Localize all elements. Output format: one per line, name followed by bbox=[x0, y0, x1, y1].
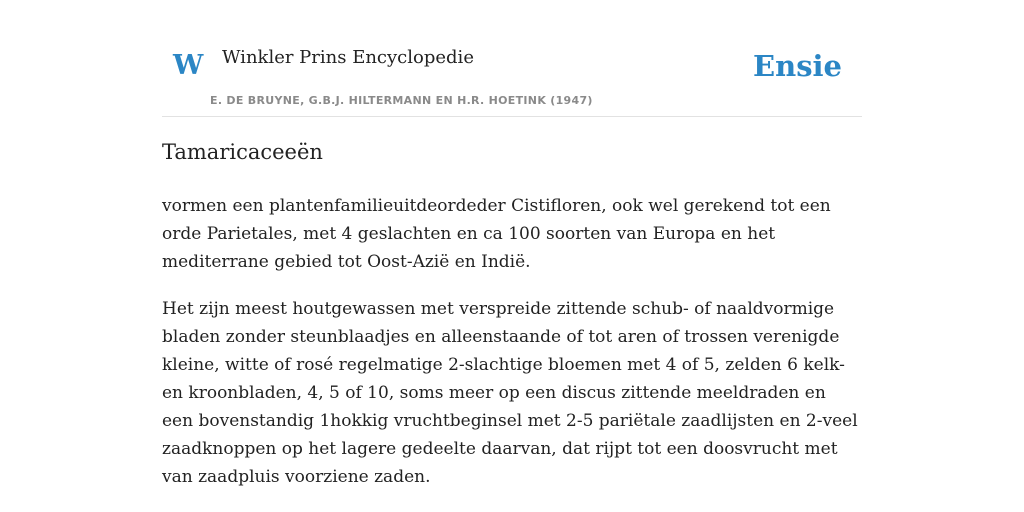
source-title[interactable]: Winkler Prins Encyclopedie bbox=[222, 47, 474, 68]
entry-title: Tamaricaceeën bbox=[162, 140, 323, 164]
winkler-prins-logo-icon[interactable]: W bbox=[173, 50, 204, 81]
source-authors: E. DE BRUYNE, G.B.J. HILTERMANN EN H.R. HOETINK (1947) bbox=[210, 94, 593, 107]
ensie-brand-logo[interactable]: Ensie bbox=[753, 49, 842, 83]
entry-paragraph: vormen een plantenfamilieuitdeordeder Cistifloren, ook wel gerekend tot een orde Parietales, met 4 geslachten en ca 100 soorten van Europa en het mediterrane gebied tot Oost-Azië en Indië. bbox=[162, 196, 831, 272]
entry-paragraph: Het zijn meest houtgewassen met verspreide zittende schub- of naaldvormige bladen zonder steunblaadjes en alleenstaande of tot aren of trossen verenigde kleine, witte of rosé regelmatige 2-slachtige bloemen met 4 of 5, zelden 6 kelk- en kroonbladen, 4, 5 of 10, soms meer op een discus zittende meeldraden en een bovenstandig 1hokkig vruchtbeginsel met 2-5 pariëtale zaadlijsten en 2-veel zaadknoppen op het lagere gedeelte daarvan, dat rijpt tot een doosvrucht met van zaadpluis voorziene zaden. bbox=[162, 299, 858, 487]
page-container bbox=[162, 0, 862, 487]
source-header bbox=[162, 0, 862, 117]
entry-body bbox=[162, 192, 862, 510]
